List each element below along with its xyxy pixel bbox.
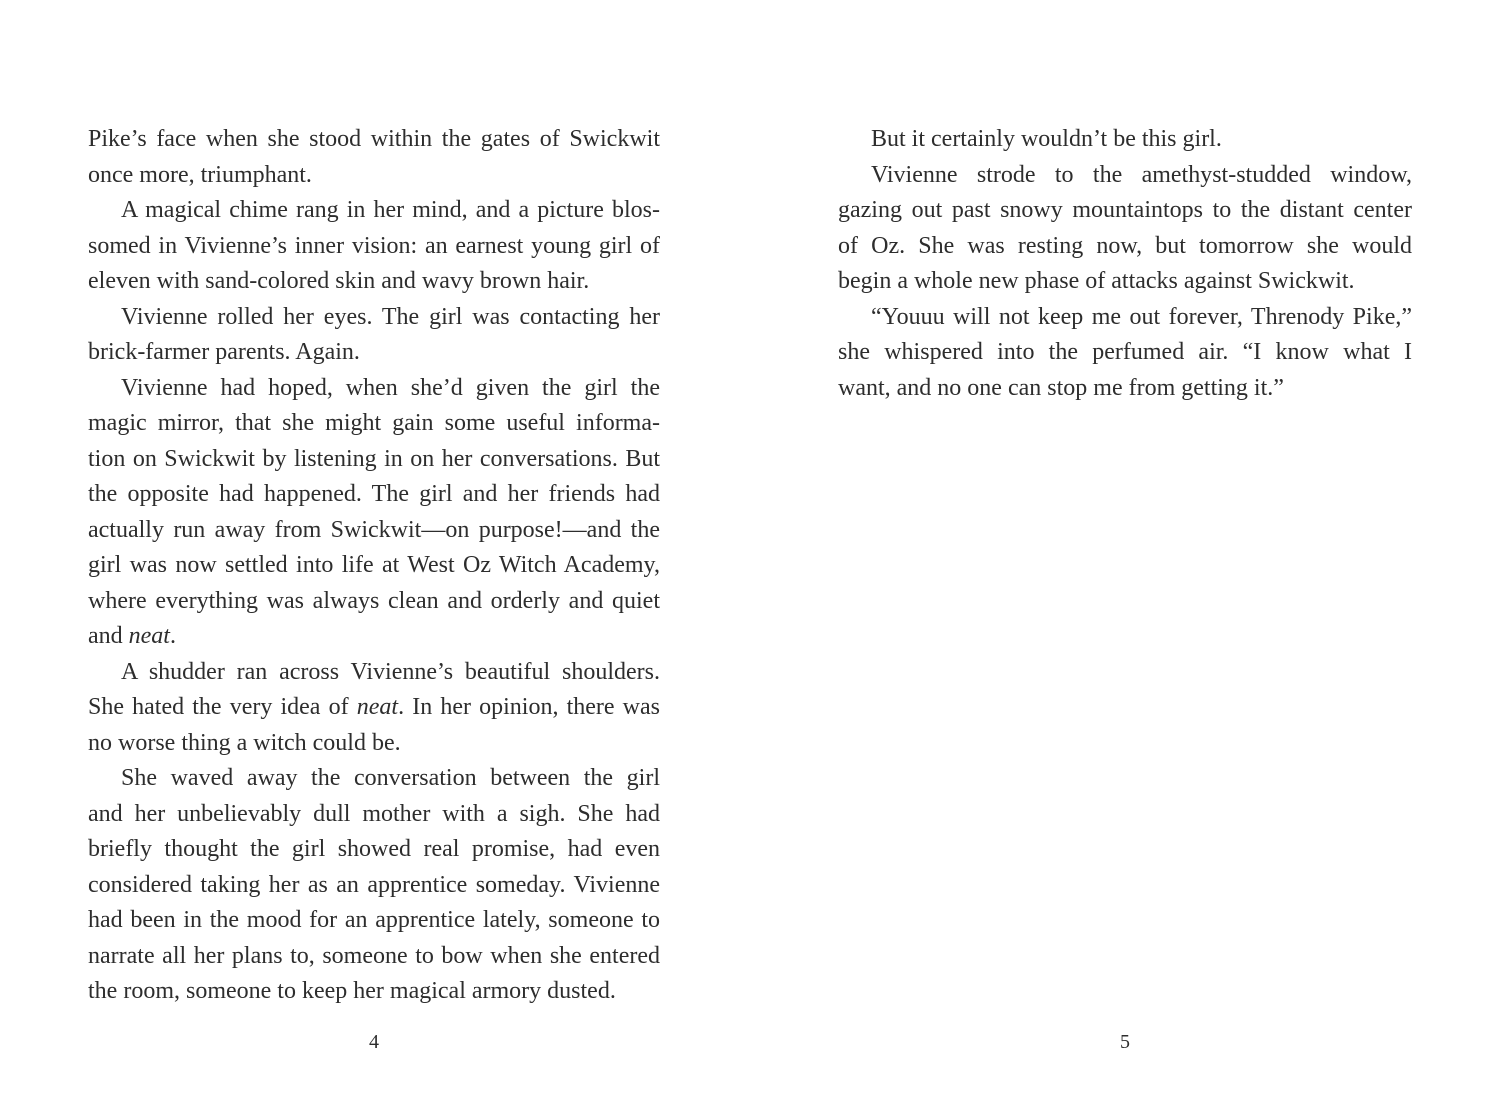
body-text: of Oz. She was resting now, but tomorrow she would: [838, 232, 1412, 259]
body-text: A magical chime rang in her mind, and a picture blos-: [121, 197, 660, 223]
text-line: [88, 335, 660, 371]
body-text: no worse thing a witch could be.: [88, 729, 401, 756]
body-text: want, and no one can stop me from getting it.”: [838, 374, 1284, 401]
body-text: Pike’s face when she stood within the gates of Swickwit: [88, 126, 660, 152]
text-line: [88, 797, 660, 833]
text-line: [88, 974, 660, 1010]
text-line: [88, 548, 660, 584]
body-text: and: [88, 623, 129, 649]
right-page-text-column: [838, 122, 1412, 406]
text-line: [838, 264, 1412, 300]
body-text: girl was now settled into life at West Oz Witch Academy,: [88, 552, 660, 578]
italic-text: neat: [128, 623, 170, 649]
text-line: [88, 193, 660, 229]
left-page-number: 4: [369, 1031, 379, 1053]
body-text: the opposite had happened. The girl and her friends had: [88, 481, 660, 507]
text-line: [88, 513, 660, 549]
body-text: narrate all her plans to, someone to bow when she entered: [88, 942, 660, 969]
body-text: She hated the very idea of: [88, 694, 357, 720]
text-line: [88, 371, 660, 407]
text-line: [838, 122, 1412, 158]
body-text: But it certainly wouldn’t be this girl.: [871, 126, 1222, 152]
text-line: [88, 477, 660, 513]
body-text: . In her opinion, there was: [398, 694, 661, 720]
text-line: [88, 726, 660, 762]
text-line: [838, 300, 1412, 336]
left-page-text-column: [88, 122, 660, 1010]
body-text: She waved away the conversation between the girl: [121, 765, 660, 791]
body-text: A shudder ran across Vivienne’s beautiful shoulders.: [121, 658, 660, 685]
text-line: [88, 619, 660, 655]
body-text: “Youuu will not keep me out forever, Threnody Pike,”: [871, 303, 1412, 330]
body-text: Vivienne rolled her eyes. The girl was contacting her: [121, 303, 660, 330]
text-line: [88, 939, 660, 975]
body-text: actually run away from Swickwit—on purpose!—and the: [88, 516, 660, 543]
text-line: [88, 690, 660, 726]
body-text: brick-farmer parents. Again.: [88, 339, 360, 365]
body-text: magic mirror, that she might gain some useful informa-: [88, 410, 660, 436]
text-line: [88, 584, 660, 620]
text-line: [88, 903, 660, 939]
text-line: [88, 122, 660, 158]
text-line: [838, 193, 1412, 229]
text-line: [88, 264, 660, 300]
body-text: had been in the mood for an apprentice lately, someone to: [88, 907, 660, 933]
text-line: [88, 761, 660, 797]
body-text: Vivienne strode to the amethyst-studded window,: [871, 161, 1412, 188]
body-text: tion on Swickwit by listening in on her conversations. But: [88, 445, 660, 472]
text-line: [88, 158, 660, 194]
text-line: [88, 832, 660, 868]
body-text: the room, someone to keep her magical armory dusted.: [88, 978, 616, 1004]
text-line: [838, 335, 1412, 371]
body-text: begin a whole new phase of attacks against Swickwit.: [838, 268, 1355, 294]
text-line: [88, 442, 660, 478]
body-text: eleven with sand-colored skin and wavy brown hair.: [88, 268, 590, 294]
body-text: once more, triumphant.: [88, 161, 312, 188]
text-line: [88, 229, 660, 265]
text-line: [838, 371, 1412, 407]
right-page-number: 5: [1120, 1031, 1130, 1053]
body-text: and her unbelievably dull mother with a sigh. She had: [88, 800, 660, 827]
text-line: [88, 868, 660, 904]
body-text: somed in Vivienne’s inner vision: an earnest young girl of: [88, 232, 660, 259]
body-text: briefly thought the girl showed real promise, had even: [88, 836, 660, 862]
text-line: [838, 229, 1412, 265]
text-line: [88, 300, 660, 336]
italic-text: neat: [356, 694, 399, 720]
body-text: considered taking her as an apprentice someday. Vivienne: [88, 871, 660, 898]
body-text: where everything was always clean and orderly and quiet: [88, 587, 660, 614]
body-text: .: [169, 623, 176, 649]
body-text: Vivienne had hoped, when she’d given the girl the: [121, 374, 660, 401]
text-line: [88, 655, 660, 691]
text-line: [88, 406, 660, 442]
text-line: [838, 158, 1412, 194]
body-text: gazing out past snowy mountaintops to the distant center: [838, 197, 1412, 223]
body-text: she whispered into the perfumed air. “I know what I: [838, 339, 1412, 365]
